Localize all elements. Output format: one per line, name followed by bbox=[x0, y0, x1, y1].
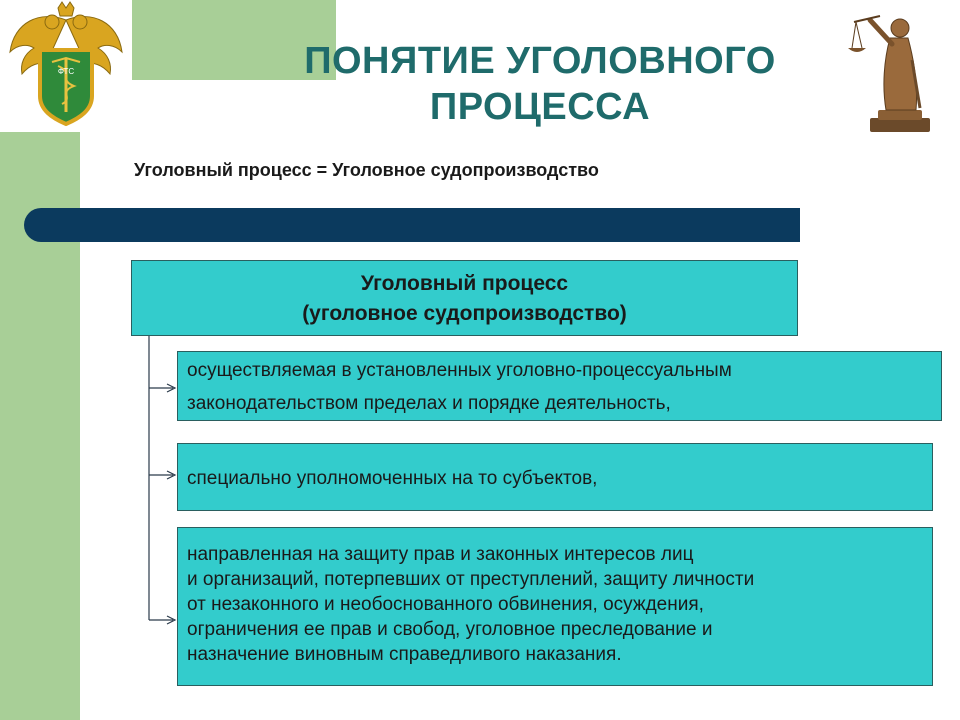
definition-item-line: и организаций, потерпевших от преступлений, защиту личности bbox=[187, 569, 755, 590]
definition-item-line: назначение виновным справедливого наказания. bbox=[187, 644, 622, 665]
definition-item-line: направленная на защиту прав и законных интересов лиц bbox=[187, 544, 694, 565]
definition-item-line: ограничения ее прав и свобод, уголовное преследование и bbox=[187, 619, 713, 640]
definition-item-line: осуществляемая в установленных уголовно-процессуальным bbox=[187, 360, 732, 381]
page-title bbox=[240, 38, 840, 130]
customs-emblem-icon bbox=[0, 0, 132, 132]
themis-statue-icon bbox=[840, 0, 960, 140]
emblem-area bbox=[0, 0, 132, 132]
definition-item-line: специально уполномоченных на то субъектов, bbox=[187, 468, 598, 489]
definition-item-activity bbox=[177, 351, 942, 421]
definition-item-line: законодательством пределах и порядке деятельность, bbox=[187, 393, 671, 414]
page-title-line-2: ПРОЦЕССА bbox=[429, 86, 651, 128]
definition-item-subjects bbox=[177, 443, 933, 511]
divider-bar bbox=[24, 208, 800, 242]
themis-area bbox=[840, 0, 960, 140]
subtitle: Уголовный процесс = Уголовное судопроизводство bbox=[134, 160, 599, 180]
definition-item-purpose bbox=[177, 527, 933, 686]
emblem-ribbon-text: ФТС bbox=[57, 67, 75, 76]
concept-header-line-1: Уголовный процесс bbox=[360, 272, 569, 295]
definition-item-line: от незаконного и необоснованного обвинения, осуждения, bbox=[187, 594, 704, 615]
page-title-line-1: ПОНЯТИЕ УГОЛОВНОГО bbox=[304, 40, 776, 82]
concept-header-box bbox=[131, 260, 798, 336]
concept-header-line-2: (уголовное судопроизводство) bbox=[302, 302, 627, 325]
